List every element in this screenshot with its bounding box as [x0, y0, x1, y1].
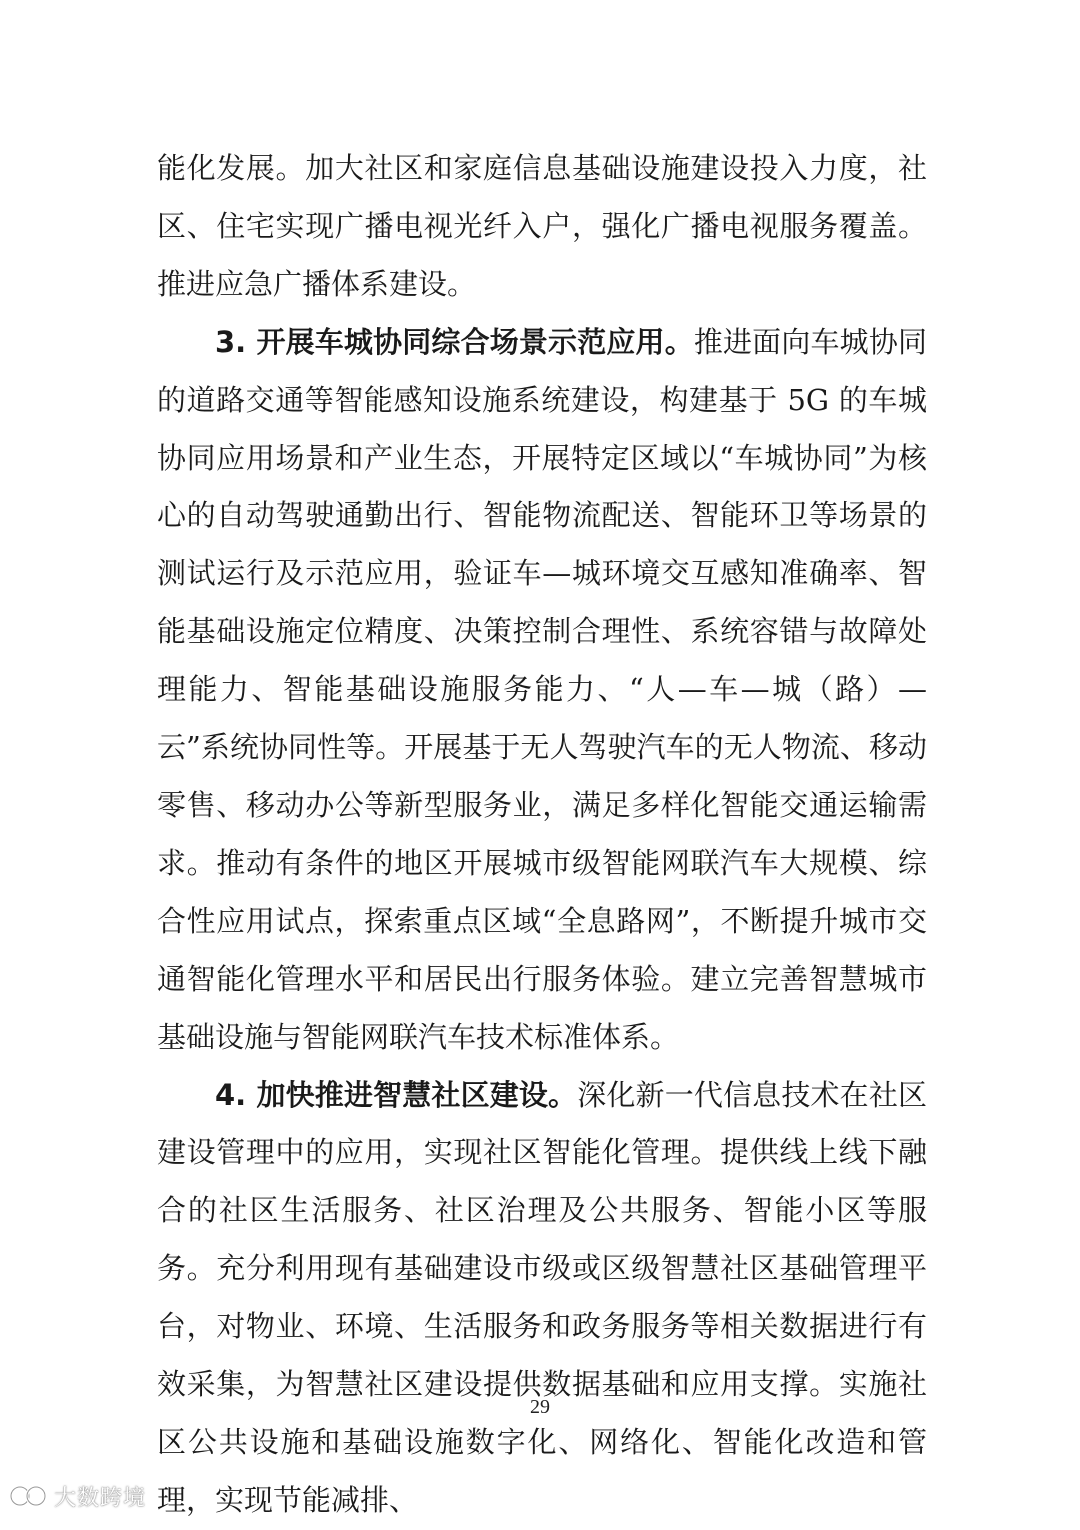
watermark-text: 大数跨境	[54, 1485, 147, 1511]
paragraph-item-3	[157, 314, 927, 1067]
paragraph-heading: 4. 加快推进智慧社区建设。	[215, 1077, 578, 1112]
paragraph-body: 深化新一代信息技术在社区建设管理中的应用，实现社区智能化管理。提供线上线下融合的社区生活服务、社区治理及公共服务、智能小区等服务。充分利用现有基础建设市级或区级智慧社区基础管理平台，对物业、环境、生活服务和政务服务等相关数据进行有效采集，为智慧社区建设提供数据基础和应用支撑。实施社区公共设施和基础设施数字化、网络化、智能化改造和管理，实现节能减排、	[157, 1077, 927, 1517]
paragraph-heading: 3. 开展车城协同综合场景示范应用。	[215, 324, 694, 359]
page-number: 29	[530, 1396, 550, 1418]
paragraph-item-4	[157, 1067, 927, 1530]
paragraph-body: 能化发展。加大社区和家庭信息基础设施建设投入力度，社区、住宅实现广播电视光纤入户，强化广播电视服务覆盖。推进应急广播体系建设。	[157, 151, 927, 301]
paragraph-body: 推进面向车城协同的道路交通等智能感知设施系统建设，构建基于 5G 的车城协同应用场景和产业生态，开展特定区域以“车城协同”为核心的自动驾驶通勤出行、智能物流配送、智能环卫等场景的测试运行及示范应用，验证车—城环境交互感知准确率、智能基础设施定位精度、决策控制合理性、系统容错与故障处理能力、智能基础设施服务能力、“人—车—城（路）—云”系统协同性等。开展基于无人驾驶汽车的无人物流、移动零售、移动办公等新型服务业，满足多样化智能交通运输需求。推动有条件的地区开展城市级智能网联汽车大规模、综合性应用试点，探索重点区域“全息路网”，不断提升城市交通智能化管理水平和居民出行服务体验。建立完善智慧城市基础设施与智能网联汽车技术标准体系。	[157, 324, 927, 1054]
document-body	[157, 140, 927, 1530]
paragraph-continuation	[157, 140, 927, 314]
camera-logo-icon	[8, 1481, 48, 1511]
watermark	[8, 1478, 146, 1514]
